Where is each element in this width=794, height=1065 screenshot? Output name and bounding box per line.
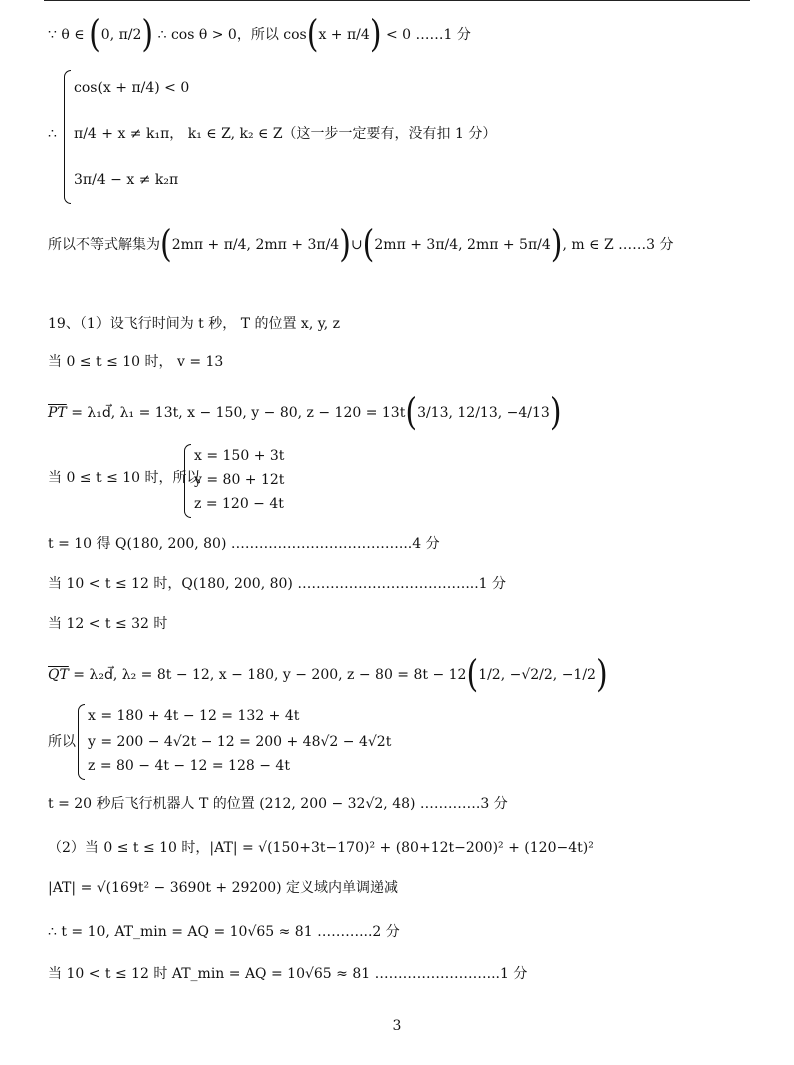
system1-row-3: 3π/4 − x ≠ k₂π [74,172,179,188]
vector-qt: $\overline{QT}$ [48,667,69,683]
line-theta-condition: ∵ θ ∈ (0, π/2) ∴ cos θ > 0，所以 cos(x + π/4) < 0 ……1 分 [48,12,471,57]
page-number: 3 [392,1018,402,1034]
question-19-heading: 19、（1）设飞行时间为 t 秒， T 的位置 x, y, z [48,316,341,332]
system-brace [184,444,191,518]
vector-pt: $\overline{PT}$ [48,405,67,421]
text: = λ₂d⃗, λ₂ = 8t − 12, x − 180, y − 200, z − 80 = 8t − 12 [68,667,467,683]
system3-row-2: y = 200 − 4√2t − 12 = 200 + 48√2 − 4√2t [88,734,392,750]
system-brace [78,704,85,780]
therefore-symbol: ∴ [48,126,57,142]
interval-2: 2mπ + 3π/4, 2mπ + 5π/4 [374,237,551,253]
argument: x + π/4 [318,27,370,43]
system2-row-3: z = 120 − 4t [194,496,284,512]
system1-row-1: cos(x + π/4) < 0 [74,80,190,96]
note: ， k₁ ∈ Z, k₂ ∈ Z（这一步一定要有，没有扣 1 分） [169,126,497,142]
system3-lead: 所以 [48,734,76,750]
solution-set-line: 所以不等式解集为(2mπ + π/4, 2mπ + 3π/4)∪(2mπ + 3π/4, 2mπ + 5π/4), m ∈ Z ……3 分 [48,222,674,267]
score-note: , m ∈ Z ……3 分 [562,237,674,253]
case-2: 当 10 < t ≤ 12 时，Q(180, 200, 80) ………………………………...1 分 [48,576,507,592]
score-note: < 0 ……1 分 [381,27,471,43]
minimum-case-2: 当 10 < t ≤ 12 时 AT_min = AQ = 10√65 ≈ 81 ……………………...1 分 [48,966,528,982]
interval: 0, π/2 [100,27,142,43]
direction-vector: 3/13, 12/13, −4/13 [417,405,550,421]
case-3: 当 12 < t ≤ 32 时 [48,616,168,632]
system2-row-1: x = 150 + 3t [194,448,285,464]
part-2-distance: （2）当 0 ≤ t ≤ 10 时，|AT| = √(150+3t−170)² + (80+12t−200)² + (120−4t)² [48,840,594,856]
system-brace [64,70,71,204]
minimum-case-1: ∴ t = 10, AT_min = AQ = 10√65 ≈ 81 ………...2 分 [48,924,400,940]
system3-row-1: x = 180 + 4t − 12 = 132 + 4t [88,708,300,724]
pt-equation: $\overline{PT}$ = λ₁d⃗, λ₁ = 13t, x − 150, y − 80, z − 120 = 13t(3/13, 12/13, −4/13) [48,390,562,435]
q-point-line: t = 10 得 Q(180, 200, 80) ………………………………...4 分 [48,536,440,552]
interval-1: 2mπ + π/4, 2mπ + 3π/4 [171,237,340,253]
system3-row-3: z = 80 − 4t − 12 = 128 − 4t [88,758,290,774]
text: 所以不等式解集为 [48,237,160,253]
text: π/4 + x ≠ k₁π [74,126,170,142]
text: ∴ cos θ > 0，所以 cos [153,27,307,43]
system1-row-2 [74,126,496,143]
system2-lead: 当 0 ≤ t ≤ 10 时，所以 [48,470,201,486]
case-1: 当 0 ≤ t ≤ 10 时， v = 13 [48,354,224,370]
position-result: t = 20 秒后飞行机器人 T 的位置 (212, 200 − 32√2, 48) ………….3 分 [48,796,508,812]
system2-row-2: y = 80 + 12t [194,472,285,488]
text: ∵ θ ∈ [48,27,90,43]
text: = λ₁d⃗, λ₁ = 13t, x − 150, y − 80, z − 120 = 13t [66,405,406,421]
direction-vector: 1/2, −√2/2, −1/2 [478,667,596,683]
qt-equation: $\overline{QT}$ = λ₂d⃗, λ₂ = 8t − 12, x − 180, y − 200, z − 80 = 8t − 12(1/2, −√2/2, −1/2) [48,652,608,697]
header-rule [44,0,750,1]
union: ∪ [350,237,363,253]
distance-simplified: |AT| = √(169t² − 3690t + 29200) 定义域内单调递减 [48,880,399,896]
